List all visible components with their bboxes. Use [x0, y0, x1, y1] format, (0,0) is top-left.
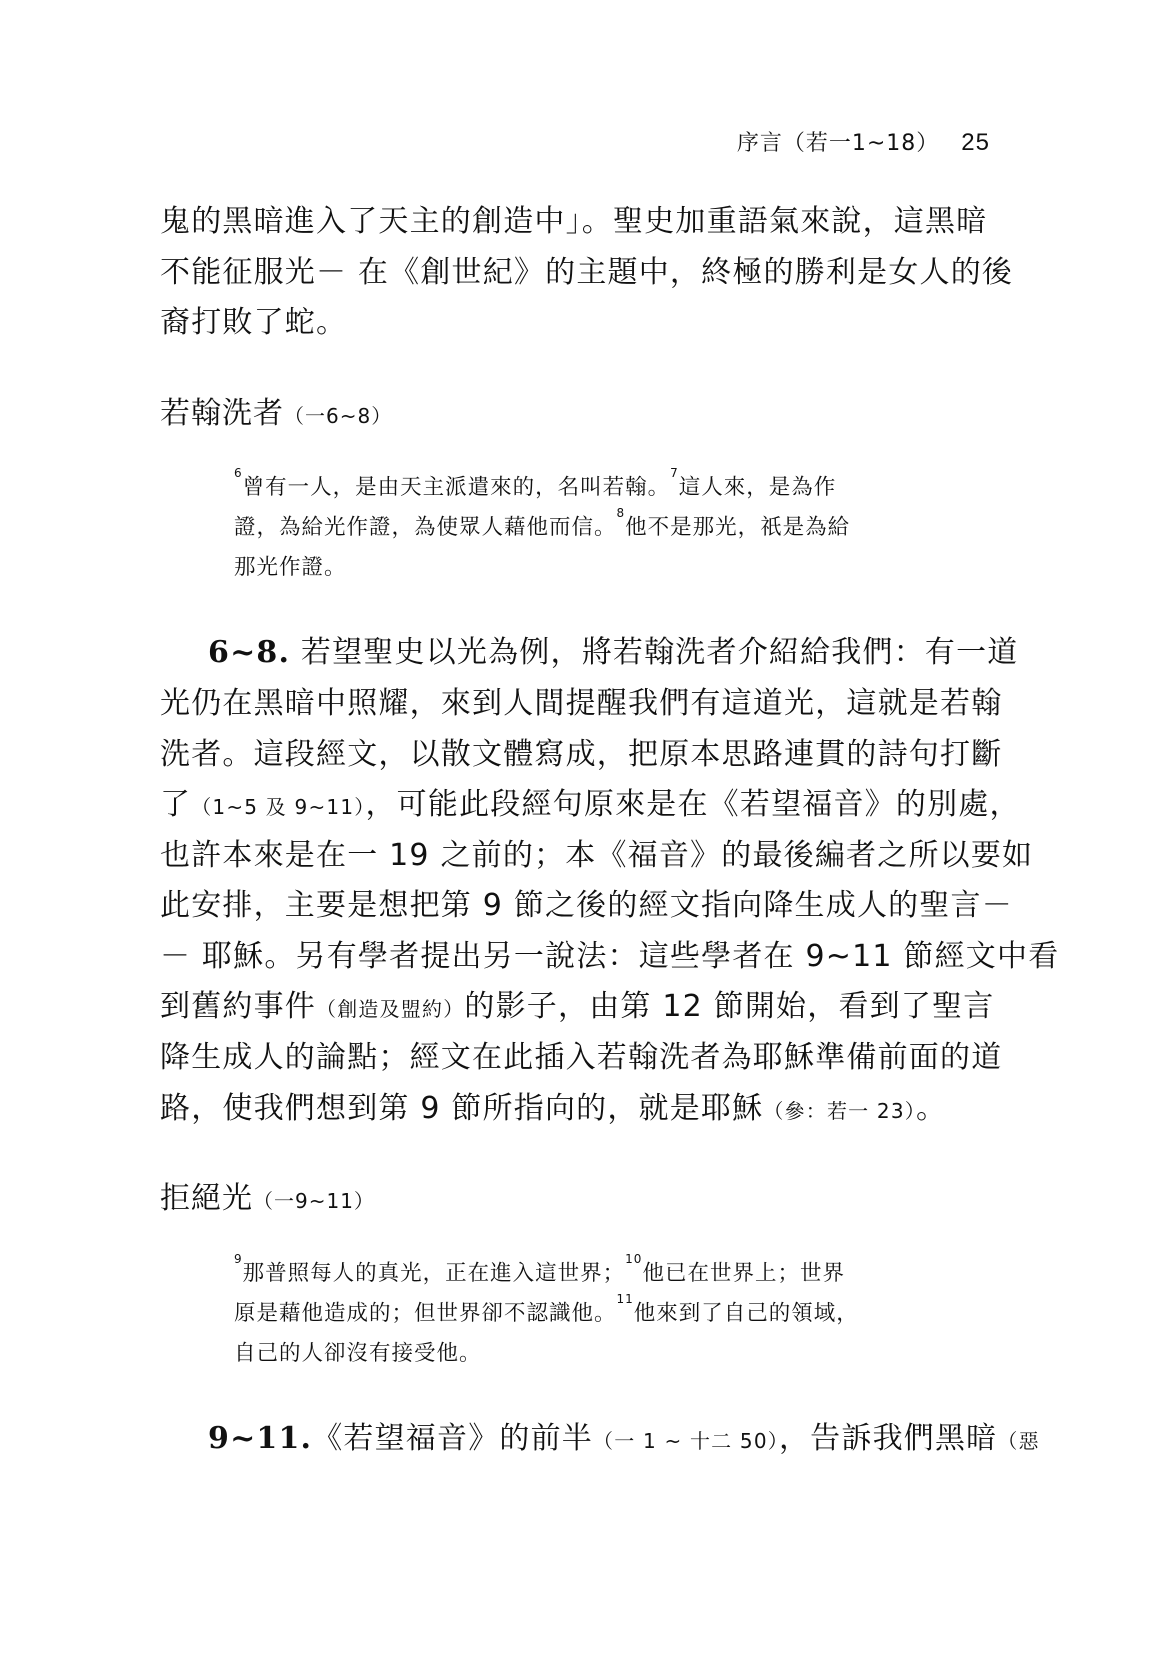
section-reference: （一9~11）: [253, 1189, 375, 1213]
section-reference: （一6~8）: [284, 404, 393, 428]
paragraph-line: － 耶穌。另有學者提出另一說法：這些學者在 9~11 節經文中看: [160, 939, 1060, 974]
paragraph-line: 到舊約事件（創造及盟約）的影子，由第 12 節開始，看到了聖言: [160, 989, 995, 1024]
verse-number: 6: [234, 466, 243, 480]
section-heading: [160, 388, 392, 432]
verse-number: 10: [625, 1252, 643, 1266]
scripture-quote-line: 自己的人卻沒有接受他。: [234, 1341, 482, 1366]
running-header: [737, 126, 990, 157]
commentary-label: 9~11.: [208, 1421, 313, 1456]
scripture-quote-line: 原是藉他造成的；但世界卻不認識他。$^{11}$他來到了自己的領域，: [234, 1292, 859, 1326]
section-title: 拒絕光: [160, 1181, 253, 1216]
page-number: 25: [961, 129, 990, 156]
verse-number: 9: [234, 1252, 243, 1266]
paragraph-line: 此安排，主要是想把第 9 節之後的經文指向降生成人的聖言－: [160, 888, 1013, 923]
verse-number: 7: [670, 466, 679, 480]
paragraph-line: 6~8. 若望聖史以光為例，將若翰洗者介紹給我們：有一道: [208, 635, 1019, 670]
section-title: 若翰洗者: [160, 396, 284, 431]
paragraph-line: 了（1~5 及 9~11），可能此段經句原來是在《若望福音》的別處，: [160, 787, 1021, 822]
paragraph-line: 降生成人的論點；經文在此插入若翰洗者為耶穌準備前面的道: [160, 1040, 1003, 1075]
paragraph-line: 光仍在黑暗中照耀，來到人間提醒我們有這道光，這就是若翰: [160, 686, 1003, 721]
paragraph-line: 也許本來是在一 19 之前的；本《福音》的最後編者之所以要如: [160, 838, 1034, 873]
paragraph-line: 路，使我們想到第 9 節所指向的，就是耶穌（參：若一 23）。: [160, 1091, 948, 1126]
paragraph-line: 不能征服光－ 在《創世紀》的主題中，終極的勝利是女人的後: [160, 255, 1014, 290]
scripture-quote-line: $^6$曾有一人，是由天主派遣來的，名叫若翰。$^7$這人來，是為作: [234, 466, 837, 500]
paragraph-line: 洗者。這段經文，以散文體寫成，把原本思路連貫的詩句打斷: [160, 737, 1003, 772]
paragraph-line: 鬼的黑暗進入了天主的創造中」。聖史加重語氣來說，這黑暗: [160, 204, 988, 239]
paragraph-line: 9~11.《若望福音》的前半（一 1 ~ 十二 50），告訴我們黑暗（惡: [208, 1421, 1040, 1456]
verse-number: 11: [616, 1292, 634, 1306]
verse-number: 8: [616, 506, 626, 520]
commentary-label: 6~8.: [208, 635, 291, 670]
scripture-quote-line: 證，為給光作證，為使眾人藉他而信。$^8$他不是那光，祇是為給: [234, 506, 851, 540]
section-heading: [160, 1173, 375, 1217]
paragraph-line: 裔打敗了蛇。: [160, 305, 348, 340]
scripture-quote-line: $^9$那普照每人的真光，正在進入這世界；$^{10}$他已在世界上；世界: [234, 1252, 845, 1286]
scripture-quote-line: 那光作證。: [234, 555, 347, 580]
header-title: 序言（若一1~18）: [736, 131, 940, 156]
